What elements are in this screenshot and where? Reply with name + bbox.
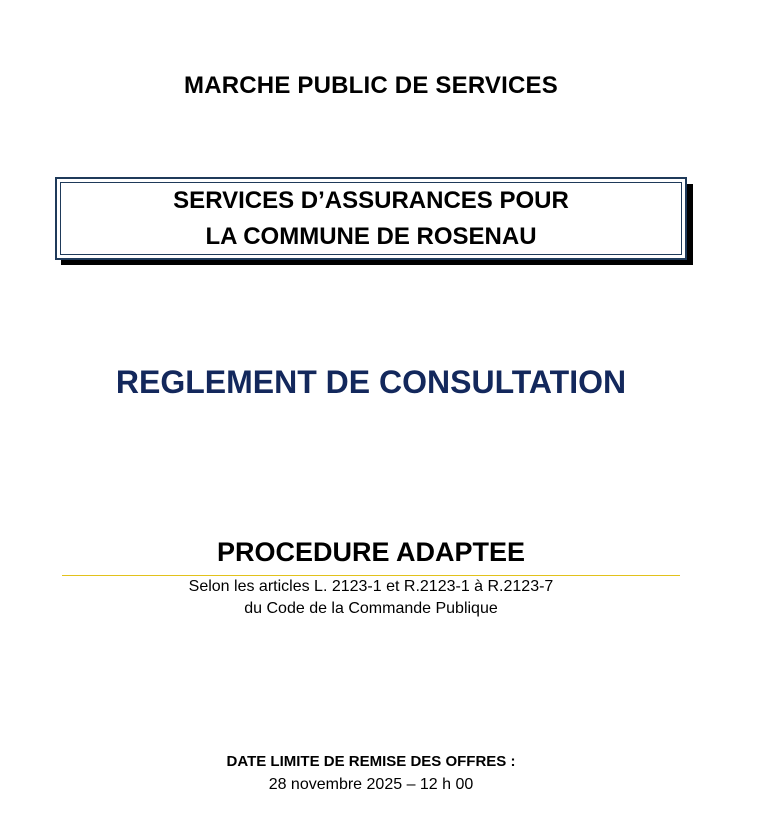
title-box-line-1: SERVICES D’ASSURANCES POUR <box>173 187 569 214</box>
marche-title: MARCHE PUBLIC DE SERVICES <box>184 72 558 99</box>
procedure-articles-line-1: Selon les articles L. 2123-1 et R.2123-1 à R.2123-7 <box>188 578 554 595</box>
document-type-heading: REGLEMENT DE CONSULTATION <box>115 364 627 400</box>
title-box-line-2: LA COMMUNE DE ROSENAU <box>205 223 537 250</box>
procedure-articles-line-2: du Code de la Commande Publique <box>244 600 498 617</box>
deadline-label: DATE LIMITE DE REMISE DES OFFRES : <box>226 753 516 770</box>
deadline-value: 28 novembre 2025 – 12 h 00 <box>268 776 474 793</box>
title-box <box>55 177 687 260</box>
procedure-divider <box>62 575 680 576</box>
procedure-title: PROCEDURE ADAPTEE <box>216 537 526 567</box>
